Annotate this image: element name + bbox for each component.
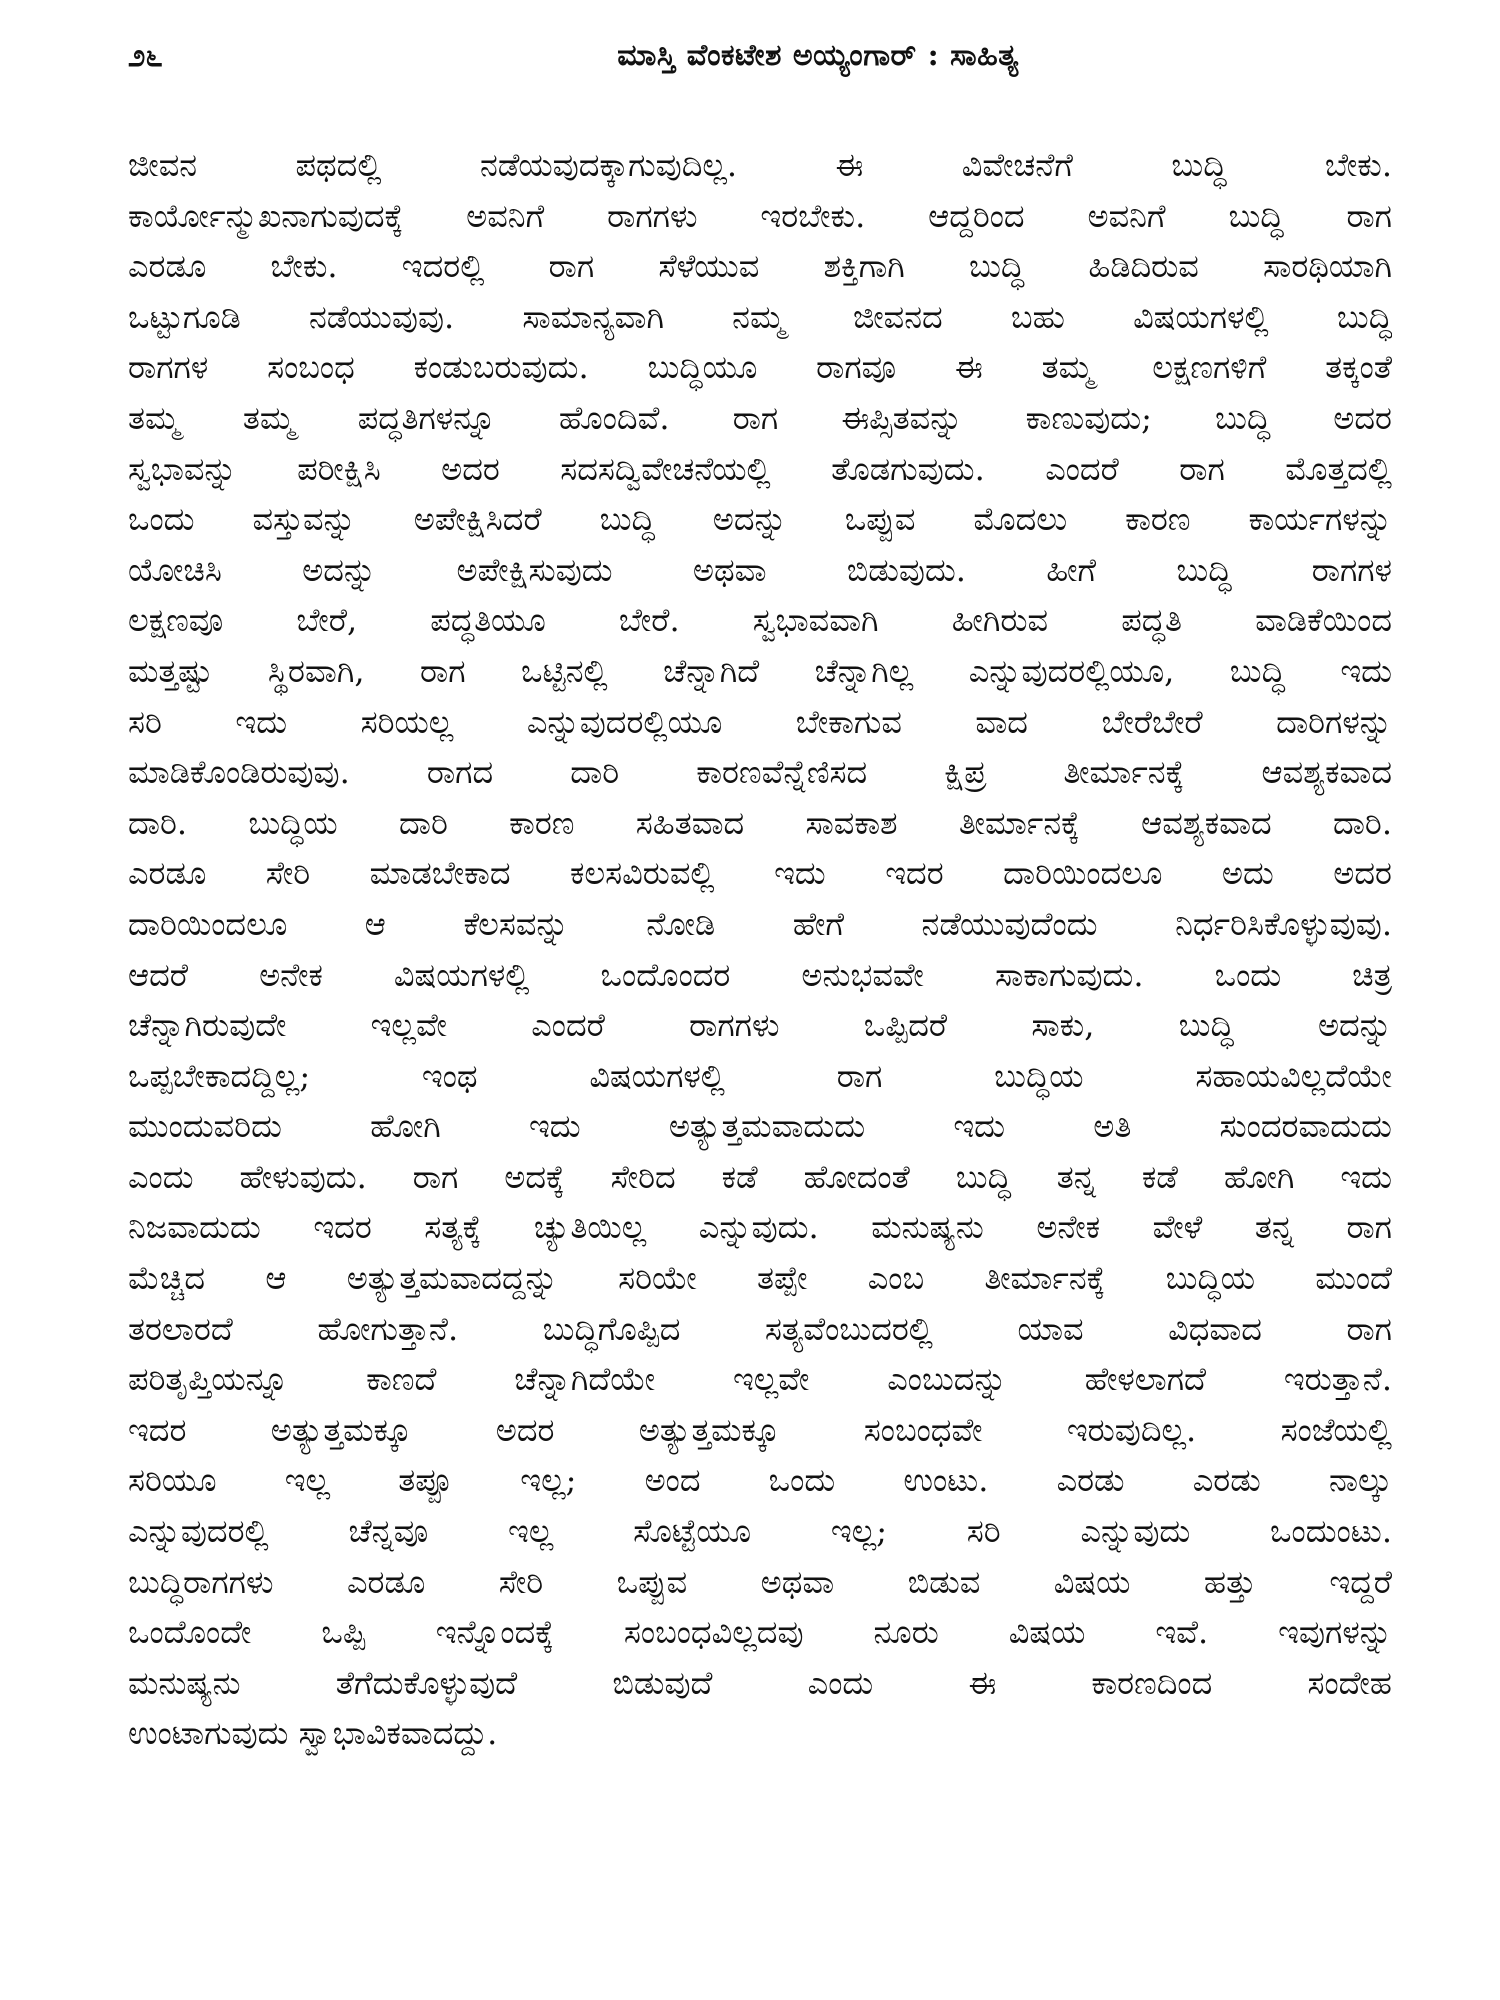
running-title: ಮಾಸ್ತಿ ವೆಂಕಟೇಶ ಅಯ್ಯಂಗಾರ್ : ಸಾಹಿತ್ಯ — [617, 38, 1019, 73]
text-line: ತರಲಾರದೆ ಹೋಗುತ್ತಾನೆ. ಬುದ್ಧಿಗೊಪ್ಪಿದ ಸತ್ಯವೆಂಬುದರಲ್ಲಿ ಯಾವ ವಿಧವಾದ ರಾಗ — [128, 1309, 1392, 1348]
text-line: ದಾರಿಯಿಂದಲೂ ಆ ಕೆಲಸವನ್ನು ನೋಡಿ ಹೇಗೆ ನಡೆಯುವುದೆಂದು ನಿರ್ಧರಿಸಿಕೊಳ್ಳುವುವು. — [128, 904, 1392, 943]
text-line: ದಾರಿ. ಬುದ್ಧಿಯ ದಾರಿ ಕಾರಣ ಸಹಿತವಾದ ಸಾವಕಾಶ ತೀರ್ಮಾನಕ್ಕೆ ಆವಶ್ಯಕವಾದ ದಾರಿ. — [128, 803, 1392, 842]
text-line: ತಮ್ಮ ತಮ್ಮ ಪದ್ಧತಿಗಳನ್ನೂ ಹೊಂದಿವೆ. ರಾಗ ಈಪ್ಸಿತವನ್ನು ಕಾಣುವುದು; ಬುದ್ಧಿ ಅದರ — [128, 398, 1392, 437]
text-line: ಬುದ್ಧಿರಾಗಗಳು ಎರಡೂ ಸೇರಿ ಒಪ್ಪುವ ಅಥವಾ ಬಿಡುವ ವಿಷಯ ಹತ್ತು ಇದ್ದರೆ — [128, 1562, 1392, 1601]
text-line: ಆದರೆ ಅನೇಕ ವಿಷಯಗಳಲ್ಲಿ ಒಂದೊಂದರ ಅನುಭವವೇ ಸಾಕಾಗುವುದು. ಒಂದು ಚಿತ್ರ — [128, 955, 1392, 994]
text-line: ಒಪ್ಪಬೇಕಾದದ್ದಿಲ್ಲ; ಇಂಥ ವಿಷಯಗಳಲ್ಲಿ ರಾಗ ಬುದ್ಧಿಯ ಸಹಾಯವಿಲ್ಲದೆಯೇ — [128, 1056, 1392, 1095]
text-line: ಮನುಷ್ಯನು ತೆಗೆದುಕೊಳ್ಳುವುದೆ ಬಿಡುವುದೆ ಎಂದು ಈ ಕಾರಣದಿಂದ ಸಂದೇಹ — [128, 1663, 1392, 1702]
text-line: ಇದರ ಅತ್ಯುತ್ತಮಕ್ಕೂ ಅದರ ಅತ್ಯುತ್ತಮಕ್ಕೂ ಸಂಬಂಧವೇ ಇರುವುದಿಲ್ಲ. ಸಂಜೆಯಲ್ಲಿ — [128, 1410, 1392, 1449]
text-line: ಕಾರ್ಯೋನ್ಮುಖನಾಗುವುದಕ್ಕೆ ಅವನಿಗೆ ರಾಗಗಳು ಇರಬೇಕು. ಆದ್ದರಿಂದ ಅವನಿಗೆ ಬುದ್ಧಿ ರಾಗ — [128, 196, 1392, 235]
body-paragraph — [128, 140, 1392, 1759]
text-line: ಯೋಚಿಸಿ ಅದನ್ನು ಅಪೇಕ್ಷಿಸುವುದು ಅಥವಾ ಬಿಡುವುದು. ಹೀಗೆ ಬುದ್ಧಿ ರಾಗಗಳ — [128, 550, 1392, 589]
text-line: ರಾಗಗಳ ಸಂಬಂಧ ಕಂಡುಬರುವುದು. ಬುದ್ಧಿಯೂ ರಾಗವೂ ಈ ತಮ್ಮ ಲಕ್ಷಣಗಳಿಗೆ ತಕ್ಕಂತೆ — [128, 348, 1392, 387]
text-line: ಮೆಚ್ಚಿದ ಆ ಅತ್ಯುತ್ತಮವಾದದ್ದನ್ನು ಸರಿಯೇ ತಪ್ಪೇ ಎಂಬ ತೀರ್ಮಾನಕ್ಕೆ ಬುದ್ಧಿಯ ಮುಂದೆ — [128, 1259, 1392, 1298]
text-line: ಎನ್ನುವುದರಲ್ಲಿ ಚೆನ್ನವೂ ಇಲ್ಲ ಸೊಟ್ಟೆಯೂ ಇಲ್ಲ; ಸರಿ ಎನ್ನುವುದು ಒಂದುಂಟು. — [128, 1512, 1392, 1551]
text-line: ಮತ್ತಷ್ಟು ಸ್ಥಿರವಾಗಿ, ರಾಗ ಒಟ್ಟಿನಲ್ಲಿ ಚೆನ್ನಾಗಿದೆ ಚೆನ್ನಾಗಿಲ್ಲ ಎನ್ನುವುದರಲ್ಲಿಯೂ, ಬುದ್ಧಿ ಇದು — [128, 651, 1392, 690]
text-line: ನಿಜವಾದುದು ಇದರ ಸತ್ಯಕ್ಕೆ ಚ್ಯುತಿಯಿಲ್ಲ ಎನ್ನುವುದು. ಮನುಷ್ಯನು ಅನೇಕ ವೇಳೆ ತನ್ನ ರಾಗ — [128, 1208, 1392, 1247]
text-line: ಎರಡೂ ಬೇಕು. ಇದರಲ್ಲಿ ರಾಗ ಸೆಳೆಯುವ ಶಕ್ತಿಗಾಗಿ ಬುದ್ಧಿ ಹಿಡಿದಿರುವ ಸಾರಥಿಯಾಗಿ — [128, 247, 1392, 286]
text-line: ಎರಡೂ ಸೇರಿ ಮಾಡಬೇಕಾದ ಕಲಸವಿರುವಲ್ಲಿ ಇದು ಇದರ ದಾರಿಯಿಂದಲೂ ಅದು ಅದರ — [128, 854, 1392, 893]
text-line: ಮುಂದುವರಿದು ಹೋಗಿ ಇದು ಅತ್ಯುತ್ತಮವಾದುದು ಇದು ಅತಿ ಸುಂದರವಾದುದು — [128, 1107, 1392, 1146]
text-line: ಜೀವನ ಪಥದಲ್ಲಿ ನಡೆಯವುದಕ್ಕಾಗುವುದಿಲ್ಲ. ಈ ವಿವೇಚನೆಗೆ ಬುದ್ಧಿ ಬೇಕು. — [128, 146, 1392, 184]
page-header — [128, 36, 1378, 86]
text-line: ಚೆನ್ನಾಗಿರುವುದೇ ಇಲ್ಲವೇ ಎಂದರೆ ರಾಗಗಳು ಒಪ್ಪಿದರೆ ಸಾಕು, ಬುದ್ಧಿ ಅದನ್ನು — [128, 1006, 1392, 1045]
text-line: ಒಂದೊಂದೇ ಒಪ್ಪಿ ಇನ್ನೊಂದಕ್ಕೆ ಸಂಬಂಧವಿಲ್ಲದವು ನೂರು ವಿಷಯ ಇವೆ. ಇವುಗಳನ್ನು — [128, 1613, 1392, 1652]
text-line: ಎಂದು ಹೇಳುವುದು. ರಾಗ ಅದಕ್ಕೆ ಸೇರಿದ ಕಡೆ ಹೋದಂತೆ ಬುದ್ಧಿ ತನ್ನ ಕಡೆ ಹೋಗಿ ಇದು — [128, 1157, 1392, 1196]
text-line: ಲಕ್ಷಣವೂ ಬೇರೆ, ಪದ್ಧತಿಯೂ ಬೇರೆ. ಸ್ವಭಾವವಾಗಿ ಹೀಗಿರುವ ಪದ್ಧತಿ ವಾಡಿಕೆಯಿಂದ — [128, 601, 1392, 640]
text-line: ಸರಿ ಇದು ಸರಿಯಲ್ಲ ಎನ್ನುವುದರಲ್ಲಿಯೂ ಬೇಕಾಗುವ ವಾದ ಬೇರೆಬೇರೆ ದಾರಿಗಳನ್ನು — [128, 702, 1392, 741]
text-line: ಒಂದು ವಸ್ತುವನ್ನು ಅಪೇಕ್ಷಿಸಿದರೆ ಬುದ್ಧಿ ಅದನ್ನು ಒಪ್ಪುವ ಮೊದಲು ಕಾರಣ ಕಾರ್ಯಗಳನ್ನು — [128, 500, 1392, 539]
text-line: ಸರಿಯೂ ಇಲ್ಲ ತಪ್ಪೂ ಇಲ್ಲ; ಅಂದ ಒಂದು ಉಂಟು. ಎರಡು ಎರಡು ನಾಲ್ಕು — [128, 1461, 1392, 1500]
text-line: ಪರಿತೃಪ್ತಿಯನ್ನೂ ಕಾಣದೆ ಚೆನ್ನಾಗಿದೆಯೇ ಇಲ್ಲವೇ ಎಂಬುದನ್ನು ಹೇಳಲಾಗದೆ ಇರುತ್ತಾನೆ. — [128, 1360, 1392, 1399]
text-line: ಒಟ್ಟುಗೂಡಿ ನಡೆಯುವುವು. ಸಾಮಾನ್ಯವಾಗಿ ನಮ್ಮ ಜೀವನದ ಬಹು ವಿಷಯಗಳಲ್ಲಿ ಬುದ್ಧಿ — [128, 297, 1392, 336]
text-line: ಉಂಟಾಗುವುದು ಸ್ವಾಭಾವಿಕವಾದದ್ದು. — [128, 1714, 498, 1753]
page-number: ೨೬ — [128, 38, 163, 74]
text-line: ಸ್ವಭಾವನ್ನು ಪರೀಕ್ಷಿಸಿ ಅದರ ಸದಸದ್ವಿವೇಚನೆಯಲ್ಲಿ ತೊಡಗುವುದು. ಎಂದರೆ ರಾಗ ಮೊತ್ತದಲ್ಲಿ — [128, 449, 1392, 488]
text-line: ಮಾಡಿಕೊಂಡಿರುವುವು. ರಾಗದ ದಾರಿ ಕಾರಣವೆನ್ನೆಣಿಸದ ಕ್ಷಿಪ್ರ ತೀರ್ಮಾನಕ್ಕೆ ಆವಶ್ಯಕವಾದ — [128, 753, 1392, 792]
